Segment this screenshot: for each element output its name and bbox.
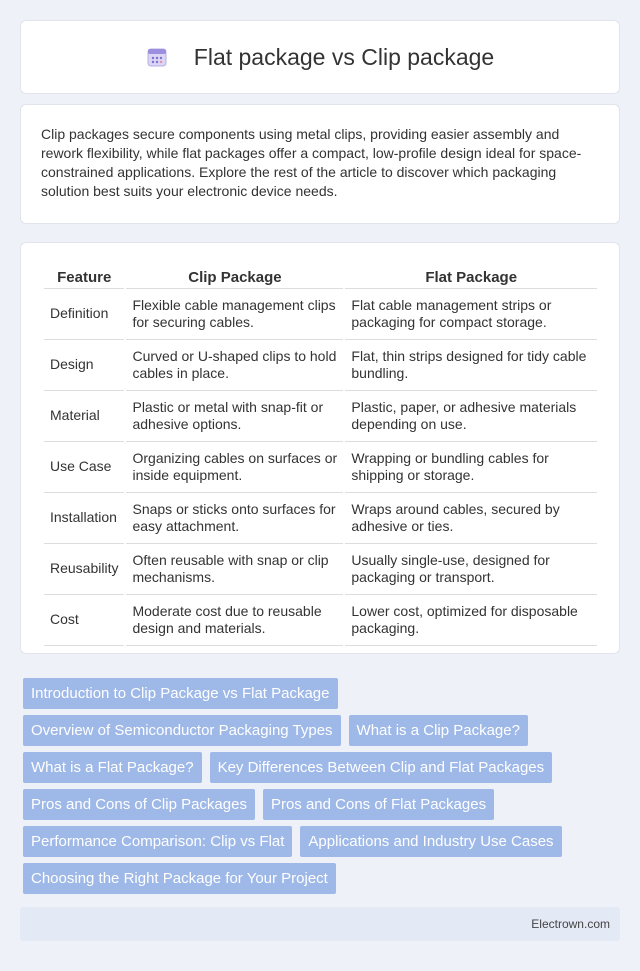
flat-package-cell: Wrapping or bundling cables for shipping or storage.	[345, 444, 597, 493]
column-header-clip: Clip Package	[126, 265, 343, 289]
tag-row	[23, 826, 603, 857]
topic-tag-link[interactable]: Choosing the Right Package for Your Project	[23, 863, 336, 894]
tag-row	[23, 715, 603, 746]
calendar-icon	[146, 46, 168, 68]
clip-package-cell: Organizing cables on surfaces or inside equipment.	[126, 444, 343, 493]
intro-text: Clip packages secure components using metal clips, providing easier assembly and rework flexibility, while flat packages offer a compact, low-profile design ideal for space-constrained applications. Explore the rest of the article to discover which packaging solution best suits your electronic device needs.	[41, 126, 582, 199]
table-row	[44, 393, 597, 442]
topic-tag-link[interactable]: Introduction to Clip Package vs Flat Package	[23, 678, 338, 709]
clip-package-cell: Often reusable with snap or clip mechanisms.	[126, 546, 343, 595]
title-card	[20, 20, 620, 94]
topic-tag-link[interactable]: Pros and Cons of Flat Packages	[263, 789, 494, 820]
table-row	[44, 597, 597, 646]
flat-package-cell: Wraps around cables, secured by adhesive or ties.	[345, 495, 597, 544]
feature-cell: Cost	[44, 597, 124, 646]
tag-row	[23, 789, 603, 820]
topic-tag-link[interactable]: Overview of Semiconductor Packaging Types	[23, 715, 341, 746]
tag-row	[23, 863, 603, 894]
feature-cell: Definition	[44, 291, 124, 340]
topic-tag-link[interactable]: Applications and Industry Use Cases	[300, 826, 561, 857]
flat-package-cell: Lower cost, optimized for disposable packaging.	[345, 597, 597, 646]
clip-package-cell: Plastic or metal with snap-fit or adhesive options.	[126, 393, 343, 442]
page-title: Flat package vs Clip package	[193, 43, 495, 70]
flat-package-cell: Plastic, paper, or adhesive materials depending on use.	[345, 393, 597, 442]
clip-package-cell: Curved or U-shaped clips to hold cables in place.	[126, 342, 343, 391]
table-header-row	[44, 265, 597, 289]
comparison-table	[42, 263, 599, 648]
column-header-flat: Flat Package	[345, 265, 597, 289]
table-row	[44, 291, 597, 340]
clip-package-cell: Moderate cost due to reusable design and materials.	[126, 597, 343, 646]
footer	[20, 907, 620, 941]
table-row	[44, 495, 597, 544]
clip-package-cell: Snaps or sticks onto surfaces for easy attachment.	[126, 495, 343, 544]
topic-tag-link[interactable]: Performance Comparison: Clip vs Flat	[23, 826, 292, 857]
table-row	[44, 546, 597, 595]
feature-cell: Material	[44, 393, 124, 442]
intro-card	[20, 104, 620, 224]
feature-cell: Installation	[44, 495, 124, 544]
flat-package-cell: Usually single-use, designed for packaging or transport.	[345, 546, 597, 595]
flat-package-cell: Flat cable management strips or packaging for compact storage.	[345, 291, 597, 340]
tag-row	[23, 752, 603, 783]
topic-tag-link[interactable]: Pros and Cons of Clip Packages	[23, 789, 255, 820]
flat-package-cell: Flat, thin strips designed for tidy cable bundling.	[345, 342, 597, 391]
table-row	[44, 342, 597, 391]
feature-cell: Reusability	[44, 546, 124, 595]
table-row	[44, 444, 597, 493]
related-topics	[23, 678, 603, 900]
topic-tag-link[interactable]: What is a Flat Package?	[23, 752, 202, 783]
footer-site-link[interactable]: Electrown.com	[531, 917, 610, 931]
comparison-table-card	[20, 242, 620, 654]
topic-tag-link[interactable]: Key Differences Between Clip and Flat Packages	[210, 752, 553, 783]
column-header-feature: Feature	[44, 265, 124, 289]
feature-cell: Use Case	[44, 444, 124, 493]
feature-cell: Design	[44, 342, 124, 391]
tag-row	[23, 678, 603, 709]
topic-tag-link[interactable]: What is a Clip Package?	[349, 715, 528, 746]
clip-package-cell: Flexible cable management clips for securing cables.	[126, 291, 343, 340]
